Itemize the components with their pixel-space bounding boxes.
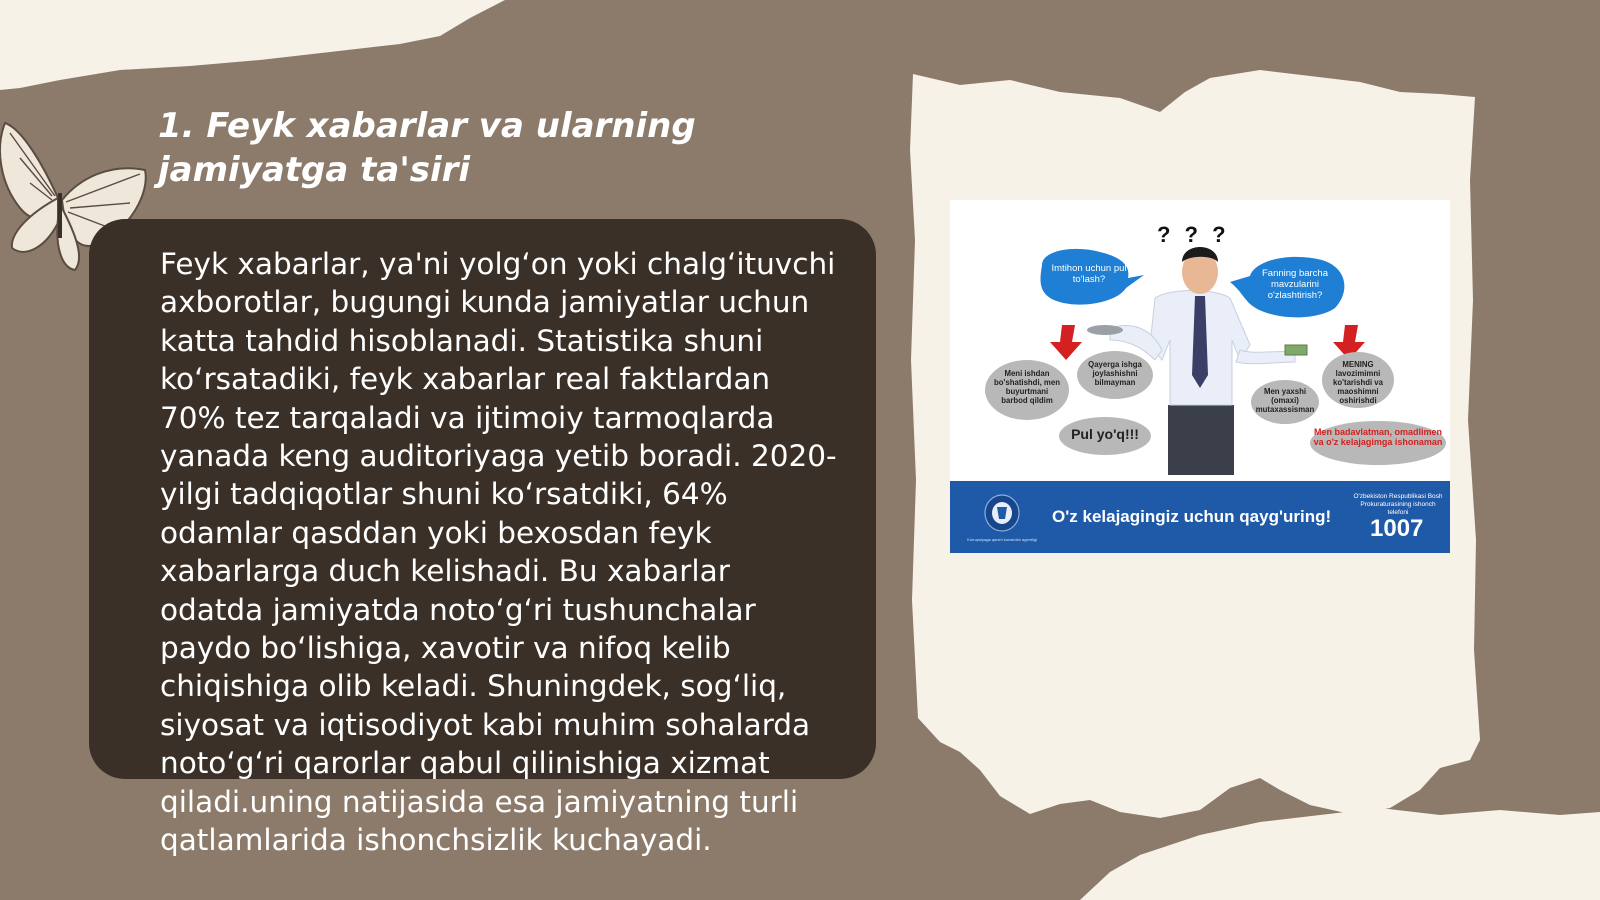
body-line: noto‘g‘ri qarorlar qabul qilinishiga xizmat [160, 746, 770, 781]
body-line: 70% tez tarqaladi va ijtimoiy tarmoqlarda [160, 400, 775, 435]
torn-paper-top-left [0, 0, 505, 90]
body-line: xabarlarga duch kelishadi. Bu xabarlar [160, 554, 730, 589]
emblem-caption: Korrupsiyaga qarshi kurashish agentligi [967, 537, 1037, 542]
poster-banner [950, 481, 1450, 553]
bubble-gray-5-text: MENING lavozimimni ko'tarishdi va maoshimni oshirishdi [1333, 360, 1383, 405]
body-line: qiladi.uning natijasida esa jamiyatning turli [160, 784, 799, 819]
body-line: odatda jamiyatda noto‘g‘ri tushunchalar [160, 592, 756, 627]
emblem-icon [972, 491, 1032, 535]
bubble-gray-3-text: Pul yo'q!!! [1071, 426, 1139, 442]
body-line: yilgi tadqiqotlar shuni ko‘rsatdiki, 64% [160, 477, 728, 512]
torn-paper-bottom-right [1080, 808, 1600, 900]
body-line: chiqishiga olib keladi. Shuningdek, sog‘liq, [160, 669, 787, 704]
bubble-gray-4-text: Men yaxshi (omaxi) mutaxassisman [1255, 387, 1315, 414]
bubble-red-text: Men badavlatman, omadlimen va o'z kelajagimga ishonaman [1313, 427, 1443, 448]
body-line: siyosat va iqtisodiyot kabi muhim sohalarda [160, 707, 811, 742]
body-line: paydo bo‘lishiga, xavotir va nifoq kelib [160, 631, 731, 666]
body-line: katta tahdid hisoblanadi. Statistika shuni [160, 323, 764, 358]
bubble-left-text: Imtihon uchun pul to'lash? [1051, 263, 1127, 285]
slide-title-line-1: 1. Feyk xabarlar va ularning [158, 106, 696, 146]
body-line: axborotlar, bugungi kunda jamiyatlar uchun [160, 285, 810, 320]
body-text [160, 245, 850, 860]
question-marks: ? ? ? [1157, 222, 1230, 247]
body-line: Feyk xabarlar, ya'ni yolg‘on yoki chalg‘ituvchi [160, 247, 836, 281]
banner-slogan: O'z kelajagingiz uchun qayg'uring! [1052, 507, 1332, 526]
bubble-gray-1-text: Meni ishdan bo'shatishdi, men buyurtmani barbod qildim [994, 369, 1060, 405]
slide-title-line-2: jamiyatga ta'siri [158, 150, 471, 190]
arrow-left-icon [1050, 325, 1082, 360]
slide-title [158, 104, 758, 192]
body-line: odamlar qasddan yoki bexosdan feyk [160, 515, 712, 550]
bubble-right-text: Fanning barcha mavzularini o'zlashtirish? [1261, 268, 1329, 301]
banner-phone-number: 1007 [1370, 515, 1424, 542]
body-line: qatlamlarida ishonchsizlik kuchayadi. [160, 823, 712, 858]
banner-organization: O'zbekiston Respublikasi Bosh Prokuraturasining ishonch telefoni [1353, 493, 1443, 516]
bubble-gray-2-text: Qayerga ishga joylashishni bilmayman [1088, 360, 1142, 387]
anti-corruption-poster [950, 200, 1450, 553]
body-line: yanada keng auditoriyaga yetib boradi. 2020- [160, 439, 837, 474]
body-line: ko‘rsatadiki, feyk xabarlar real faktlardan [160, 362, 771, 397]
